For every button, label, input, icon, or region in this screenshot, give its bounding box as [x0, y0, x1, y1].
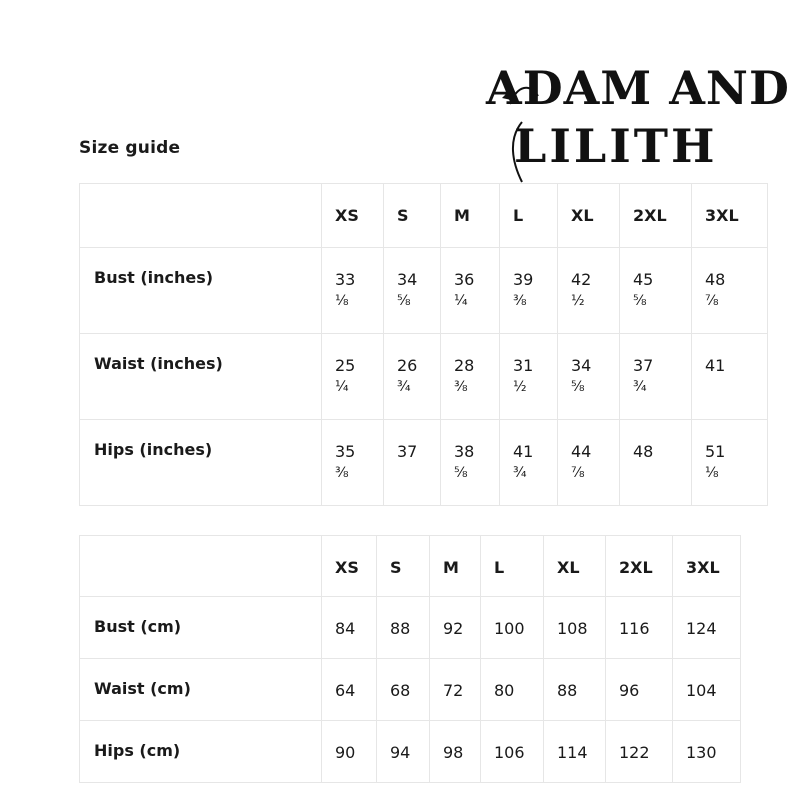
value-whole: 28 [454, 356, 475, 375]
cm-value-cell: 84 [322, 597, 377, 659]
inches-row [80, 248, 768, 334]
cm-value-cell: 92 [430, 597, 481, 659]
value-fraction: ⅜ [454, 379, 468, 395]
value-fraction: ¾ [397, 379, 411, 395]
cm-value-cell: 116 [606, 597, 673, 659]
value-whole: 45 [633, 270, 654, 289]
cm-row-label: Hips (cm) [80, 721, 322, 783]
inches-value-cell [322, 420, 384, 506]
inches-size-header: 3XL [692, 184, 768, 248]
cm-value-cell: 80 [481, 659, 544, 721]
inches-value-cell [322, 334, 384, 420]
inches-value-cell [441, 248, 500, 334]
inches-size-header: M [441, 184, 500, 248]
size-table-inches [79, 183, 768, 506]
inches-value-cell [620, 248, 692, 334]
cm-row [80, 659, 741, 721]
inches-size-header: XS [322, 184, 384, 248]
value-whole: 37 [633, 356, 654, 375]
inches-value-cell [384, 248, 441, 334]
inches-value-cell [558, 334, 620, 420]
inches-value-cell [620, 334, 692, 420]
inches-size-header: S [384, 184, 441, 248]
cm-value-cell: 114 [544, 721, 606, 783]
inches-row [80, 420, 768, 506]
value-whole: 35 [335, 442, 356, 461]
value-whole: 34 [571, 356, 592, 375]
size-table-cm [79, 535, 741, 783]
inches-value-cell [384, 334, 441, 420]
cm-size-header: XS [322, 536, 377, 597]
value-fraction: ⅝ [571, 379, 585, 395]
cm-size-header: M [430, 536, 481, 597]
inches-value-cell [384, 420, 441, 506]
value-whole: 37 [397, 442, 418, 461]
value-whole: 41 [705, 356, 726, 375]
value-fraction: ⅛ [705, 465, 719, 481]
value-whole: 44 [571, 442, 592, 461]
value-fraction: ½ [571, 293, 585, 309]
cm-value-cell: 68 [377, 659, 430, 721]
inches-value-cell [692, 420, 768, 506]
value-whole: 48 [633, 442, 654, 461]
inches-size-header: XL [558, 184, 620, 248]
cm-size-header: XL [544, 536, 606, 597]
cm-row [80, 597, 741, 659]
value-fraction: ⅞ [705, 293, 719, 309]
value-whole: 25 [335, 356, 356, 375]
inches-value-cell [692, 334, 768, 420]
inches-value-cell [500, 420, 558, 506]
cm-size-header: 3XL [673, 536, 741, 597]
inches-value-cell [441, 334, 500, 420]
cm-value-cell: 72 [430, 659, 481, 721]
cm-value-cell: 100 [481, 597, 544, 659]
cm-corner-cell [80, 536, 322, 597]
value-fraction: ⅜ [335, 465, 349, 481]
cm-value-cell: 124 [673, 597, 741, 659]
value-whole: 31 [513, 356, 534, 375]
cm-value-cell: 90 [322, 721, 377, 783]
cm-value-cell: 88 [544, 659, 606, 721]
value-fraction: ⅝ [633, 293, 647, 309]
cm-row-label: Waist (cm) [80, 659, 322, 721]
cm-value-cell: 94 [377, 721, 430, 783]
inches-size-header: 2XL [620, 184, 692, 248]
inches-size-header: L [500, 184, 558, 248]
value-fraction: ¾ [513, 465, 527, 481]
inches-value-cell [558, 248, 620, 334]
value-whole: 36 [454, 270, 475, 289]
logo-line1: ADAM AND [486, 61, 790, 115]
cm-header-row [80, 536, 741, 597]
inches-value-cell [692, 248, 768, 334]
cm-value-cell: 96 [606, 659, 673, 721]
value-whole: 33 [335, 270, 356, 289]
cm-value-cell: 108 [544, 597, 606, 659]
cm-value-cell: 104 [673, 659, 741, 721]
inches-value-cell [500, 334, 558, 420]
value-whole: 51 [705, 442, 726, 461]
cm-row [80, 721, 741, 783]
inches-header-row [80, 184, 768, 248]
value-fraction: ⅝ [454, 465, 468, 481]
value-fraction: ⅝ [397, 293, 411, 309]
cm-value-cell: 130 [673, 721, 741, 783]
cm-size-header: 2XL [606, 536, 673, 597]
value-whole: 39 [513, 270, 534, 289]
value-fraction: ⅞ [571, 465, 585, 481]
inches-value-cell [558, 420, 620, 506]
value-whole: 42 [571, 270, 592, 289]
inches-value-cell [441, 420, 500, 506]
cm-value-cell: 98 [430, 721, 481, 783]
value-whole: 26 [397, 356, 418, 375]
inches-corner-cell [80, 184, 322, 248]
cm-size-header: S [377, 536, 430, 597]
cm-size-header: L [481, 536, 544, 597]
cm-value-cell: 122 [606, 721, 673, 783]
value-fraction: ¼ [335, 379, 349, 395]
cm-value-cell: 64 [322, 659, 377, 721]
inches-row-label: Bust (inches) [80, 248, 322, 334]
brand-logo [478, 44, 790, 194]
value-whole: 38 [454, 442, 475, 461]
value-fraction: ¼ [454, 293, 468, 309]
value-whole: 34 [397, 270, 418, 289]
logo-line2: LILITH [514, 119, 718, 173]
value-fraction: ½ [513, 379, 527, 395]
cm-value-cell: 106 [481, 721, 544, 783]
page-title: Size guide [79, 138, 181, 158]
value-whole: 41 [513, 442, 534, 461]
inches-row-label: Hips (inches) [80, 420, 322, 506]
brand-logo-svg [478, 44, 790, 194]
value-fraction: ⅜ [513, 293, 527, 309]
value-whole: 48 [705, 270, 726, 289]
cm-row-label: Bust (cm) [80, 597, 322, 659]
inches-value-cell [322, 248, 384, 334]
value-fraction: ¾ [633, 379, 647, 395]
inches-row-label: Waist (inches) [80, 334, 322, 420]
cm-value-cell: 88 [377, 597, 430, 659]
inches-row [80, 334, 768, 420]
inches-value-cell [620, 420, 692, 506]
value-fraction: ⅛ [335, 293, 349, 309]
inches-value-cell [500, 248, 558, 334]
